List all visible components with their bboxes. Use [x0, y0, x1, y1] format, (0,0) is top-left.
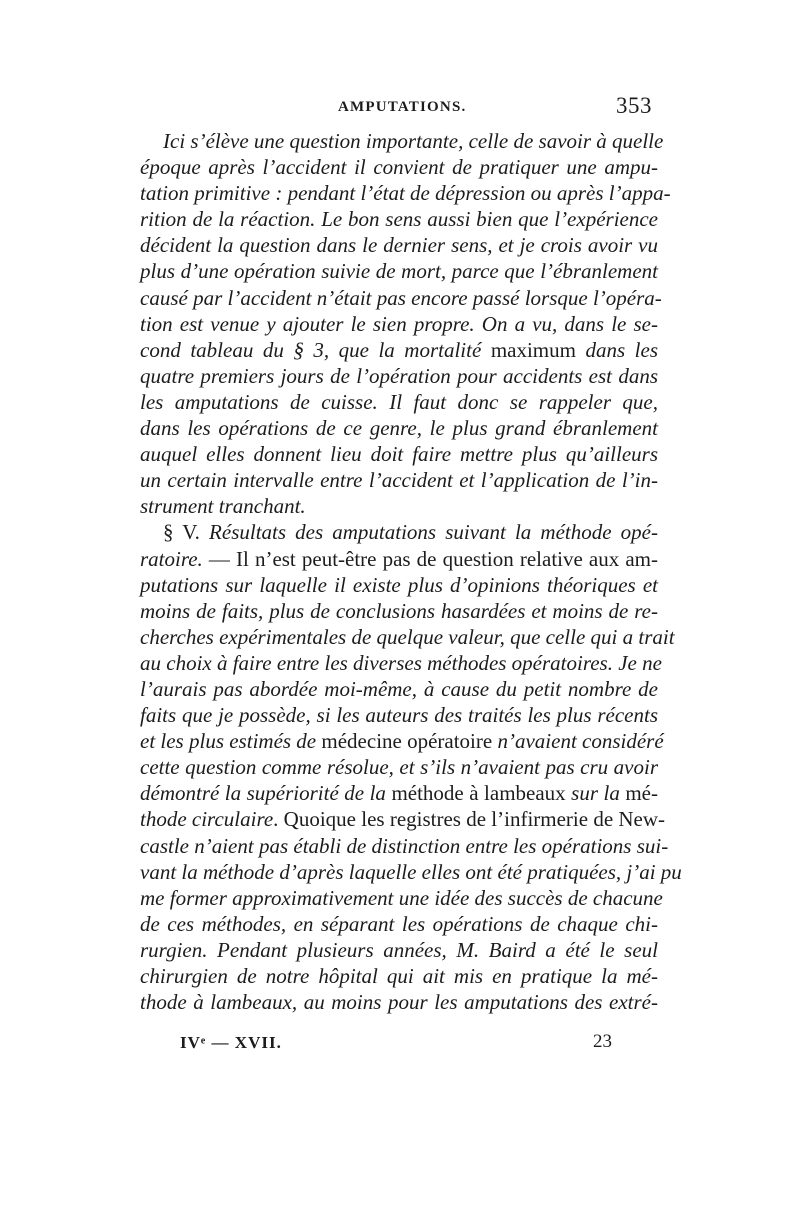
text-line [140, 415, 658, 441]
italic-phrase: et les plus estimés de [140, 729, 322, 754]
running-head [140, 93, 652, 123]
italic-phrase: tation primitive : pendant l’état de dépression ou après l’appa- [140, 181, 671, 206]
text-line [140, 232, 658, 258]
italic-phrase: strument tranchant. [140, 494, 306, 519]
text-run: . Quoique les registres de l’infirmerie de New- [273, 807, 666, 832]
text-line [140, 363, 658, 389]
italic-phrase: thode circulaire [140, 807, 274, 832]
italic-phrase: un certain intervalle entre l’accident et l’application de l’in- [140, 468, 658, 493]
italic-phrase: cette question comme résolue, et s’ils n’avaient pas cru avoir [140, 755, 658, 780]
italic-phrase: démontré la supériorité de la [140, 781, 392, 806]
italic-phrase: moins de faits, plus de conclusions hasardées et moins de re- [140, 598, 658, 623]
text-line [140, 154, 658, 180]
italic-phrase: Ici s’élève une question importante, celle de savoir à quelle [163, 129, 664, 153]
text-line [140, 572, 658, 598]
italic-phrase: au choix à faire entre les diverses méthodes opératoires. Je ne [140, 650, 662, 675]
text-line [140, 676, 658, 702]
text-line [140, 441, 658, 467]
italic-phrase: chirurgien de notre hôpital qui ait mis en pratique la mé- [140, 964, 658, 988]
italic-phrase: castle n’aient pas établi de distinction entre les opérations sui- [140, 833, 669, 858]
text-line [140, 963, 658, 989]
text-run: mé- [625, 781, 658, 806]
text-line [140, 206, 658, 232]
italic-phrase: dans les opérations de ce genre, le plus grand ébranlement [140, 416, 658, 441]
italic-phrase: rition de la réaction. Le bon sens aussi bien que l’expérience [140, 207, 658, 232]
text-line [140, 285, 662, 311]
text-line [140, 937, 658, 963]
italic-phrase: auquel elles donnent lieu doit faire mettre plus qu’ailleurs [140, 442, 658, 467]
text-run: § V. [163, 520, 210, 545]
text-line [140, 467, 658, 493]
text-run: — Il n’est peut-être pas de question relative aux am- [202, 546, 658, 571]
text-line [140, 389, 658, 415]
text-line [140, 702, 658, 728]
italic-phrase: rurgien. Pendant plusieurs années, M. Baird a été le seul [140, 937, 658, 962]
text-line [140, 337, 658, 363]
italic-phrase: l’aurais pas abordée moi-même, à cause du petit nombre de [140, 676, 658, 701]
text-line [140, 128, 664, 154]
italic-phrase: faits que je possède, si les auteurs des traités les plus récents [140, 703, 658, 728]
text-run: maximum [490, 337, 576, 362]
text-line [140, 258, 658, 284]
text-line [140, 650, 662, 676]
italic-phrase: sur la [565, 781, 626, 806]
text-line [140, 311, 658, 337]
italic-phrase: Résultats des amputations suivant la méthode opé- [209, 520, 658, 545]
italic-phrase: quatre premiers jours de l’opération pour accidents est dans [140, 363, 658, 388]
signature-number: 23 [593, 1031, 612, 1052]
italic-phrase: décident la question dans le dernier sens, et je crois avoir vu [140, 233, 658, 258]
italic-phrase: ratoire. [140, 546, 203, 571]
italic-phrase: thode à lambeaux, au moins pour les amputations des extré- [140, 990, 658, 1015]
text-line [140, 859, 682, 885]
italic-phrase: de ces méthodes, en séparant les opérations de chaque chi- [140, 911, 658, 936]
text-run: méthode à lambeaux [391, 781, 566, 806]
text-line [140, 754, 658, 780]
text-line [140, 598, 658, 624]
text-line [140, 989, 658, 1015]
text-line [140, 806, 666, 832]
text-line [140, 911, 658, 937]
italic-phrase: n’avaient considéré [492, 729, 664, 754]
running-head-title: AMPUTATIONS. [338, 99, 467, 115]
text-line [140, 493, 658, 519]
italic-phrase: dans les [575, 337, 659, 362]
text-line [140, 780, 658, 806]
italic-phrase: cherches expérimentales de quelque valeur, que celle qui a trait [140, 624, 675, 649]
text-line [140, 833, 669, 859]
italic-phrase: tion est venue y ajouter le sien propre. On a vu, dans le se- [140, 311, 658, 336]
italic-phrase: cond tableau du § 3, que la mortalité [140, 337, 491, 362]
text-line [140, 728, 664, 754]
signature-line [180, 1031, 620, 1057]
text-line [140, 519, 658, 545]
text-line [140, 180, 671, 206]
italic-phrase: plus d’une opération suivie de mort, parce que l’ébranlement [140, 259, 658, 284]
italic-phrase: époque après l’accident il convient de pratiquer une ampu- [140, 155, 658, 180]
italic-phrase: me former approximativement une idée des succès de chacune [140, 885, 663, 910]
text-line [140, 546, 658, 572]
text-line [140, 885, 663, 911]
italic-phrase: vant la méthode d’après laquelle elles ont été pratiquées, j’ai pu [140, 859, 682, 884]
text-line [140, 624, 675, 650]
italic-phrase: putations sur laquelle il existe plus d’opinions théoriques et [140, 572, 658, 597]
text-run: médecine opératoire [321, 729, 493, 754]
body-text [140, 128, 682, 1015]
page-number: 353 [616, 93, 652, 118]
italic-phrase: les amputations de cuisse. Il faut donc se rappeler que, [140, 389, 658, 414]
italic-phrase: causé par l’accident n’était pas encore passé lorsque l’opéra- [140, 285, 662, 310]
signature-mark: IVᵉ — XVII. [180, 1033, 282, 1052]
